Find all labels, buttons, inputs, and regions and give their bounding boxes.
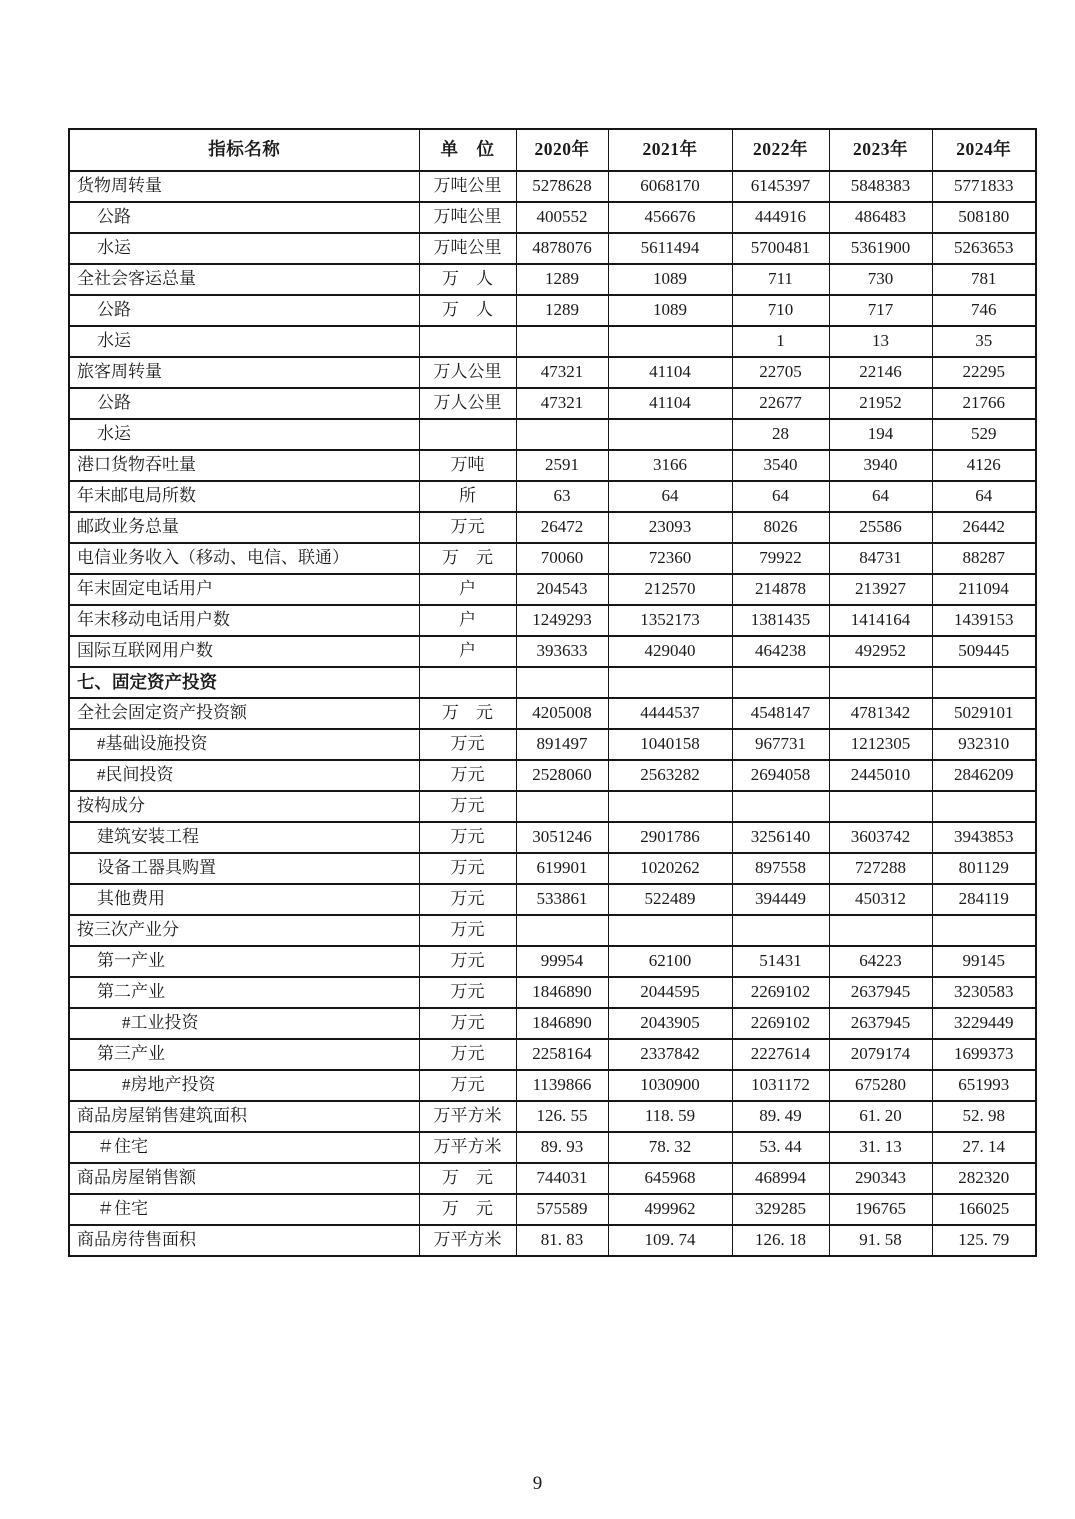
unit-cell: 万吨 — [419, 450, 516, 481]
unit-cell: 户 — [419, 574, 516, 605]
table-row — [69, 853, 1036, 884]
value-2020-cell: 5278628 — [516, 171, 608, 202]
value-2020-cell: 744031 — [516, 1163, 608, 1194]
value-2020-cell: 3051246 — [516, 822, 608, 853]
value-2024-cell: 3229449 — [932, 1008, 1036, 1039]
value-2024-cell: 3230583 — [932, 977, 1036, 1008]
value-2022-cell: 8026 — [732, 512, 829, 543]
value-2023-cell: 1212305 — [829, 729, 932, 760]
table-row — [69, 512, 1036, 543]
value-2022-cell: 1 — [732, 326, 829, 357]
unit-cell — [419, 419, 516, 450]
value-2020-cell: 63 — [516, 481, 608, 512]
value-2021-cell: 1089 — [608, 264, 732, 295]
unit-cell: 万元 — [419, 791, 516, 822]
indicator-name-cell: 按三次产业分 — [69, 915, 419, 946]
value-2022-cell: 89. 49 — [732, 1101, 829, 1132]
indicator-name-cell: 全社会客运总量 — [69, 264, 419, 295]
value-2021-cell: 456676 — [608, 202, 732, 233]
table-row — [69, 1225, 1036, 1256]
value-2020-cell: 4878076 — [516, 233, 608, 264]
unit-cell: 户 — [419, 636, 516, 667]
value-2022-cell: 711 — [732, 264, 829, 295]
indicator-name-cell: 建筑安装工程 — [69, 822, 419, 853]
value-2020-cell: 89. 93 — [516, 1132, 608, 1163]
value-2020-cell: 2528060 — [516, 760, 608, 791]
value-2021-cell: 2901786 — [608, 822, 732, 853]
table-header — [69, 129, 1036, 171]
value-2021-cell: 23093 — [608, 512, 732, 543]
value-2023-cell: 13 — [829, 326, 932, 357]
table-row — [69, 884, 1036, 915]
unit-cell: 万 人 — [419, 295, 516, 326]
value-2022-cell: 4548147 — [732, 698, 829, 729]
unit-cell: 万 元 — [419, 698, 516, 729]
indicator-name-cell: 邮政业务总量 — [69, 512, 419, 543]
unit-cell: 户 — [419, 605, 516, 636]
value-2021-cell — [608, 791, 732, 822]
value-2024-cell: 4126 — [932, 450, 1036, 481]
indicator-name-cell: 设备工器具购置 — [69, 853, 419, 884]
value-2020-cell: 70060 — [516, 543, 608, 574]
value-2020-cell: 47321 — [516, 388, 608, 419]
indicator-name-cell: #房地产投资 — [69, 1070, 419, 1101]
value-2021-cell: 64 — [608, 481, 732, 512]
value-2024-cell — [932, 791, 1036, 822]
indicator-name-cell: 水运 — [69, 419, 419, 450]
unit-cell: 万元 — [419, 729, 516, 760]
header-unit: 单 位 — [419, 129, 516, 171]
value-2022-cell: 22705 — [732, 357, 829, 388]
header-year-2021: 2021年 — [608, 129, 732, 171]
value-2022-cell: 329285 — [732, 1194, 829, 1225]
value-2024-cell: 932310 — [932, 729, 1036, 760]
value-2021-cell: 1089 — [608, 295, 732, 326]
indicator-name-cell: 货物周转量 — [69, 171, 419, 202]
value-2024-cell: 125. 79 — [932, 1225, 1036, 1256]
value-2024-cell: 35 — [932, 326, 1036, 357]
unit-cell: 万吨公里 — [419, 233, 516, 264]
indicator-name-cell: 国际互联网用户数 — [69, 636, 419, 667]
unit-cell — [419, 326, 516, 357]
value-2021-cell — [608, 419, 732, 450]
value-2021-cell: 2337842 — [608, 1039, 732, 1070]
value-2020-cell: 126. 55 — [516, 1101, 608, 1132]
value-2022-cell — [732, 791, 829, 822]
value-2021-cell: 109. 74 — [608, 1225, 732, 1256]
value-2020-cell: 400552 — [516, 202, 608, 233]
value-2021-cell: 3166 — [608, 450, 732, 481]
value-2023-cell: 2079174 — [829, 1039, 932, 1070]
value-2021-cell: 2043905 — [608, 1008, 732, 1039]
value-2021-cell: 522489 — [608, 884, 732, 915]
table-row — [69, 605, 1036, 636]
value-2021-cell: 6068170 — [608, 171, 732, 202]
indicator-name-cell: 年末移动电话用户数 — [69, 605, 419, 636]
table-row — [69, 481, 1036, 512]
value-2023-cell: 91. 58 — [829, 1225, 932, 1256]
header-row — [69, 129, 1036, 171]
table-row — [69, 1101, 1036, 1132]
value-2021-cell: 499962 — [608, 1194, 732, 1225]
value-2020-cell: 1139866 — [516, 1070, 608, 1101]
value-2023-cell — [829, 915, 932, 946]
value-2024-cell: 166025 — [932, 1194, 1036, 1225]
value-2020-cell — [516, 419, 608, 450]
value-2020-cell: 99954 — [516, 946, 608, 977]
value-2021-cell: 118. 59 — [608, 1101, 732, 1132]
value-2022-cell: 444916 — [732, 202, 829, 233]
value-2024-cell: 801129 — [932, 853, 1036, 884]
value-2022-cell: 79922 — [732, 543, 829, 574]
table-row — [69, 233, 1036, 264]
value-2022-cell: 3256140 — [732, 822, 829, 853]
value-2024-cell: 651993 — [932, 1070, 1036, 1101]
unit-cell: 万元 — [419, 946, 516, 977]
indicator-name-cell: 第二产业 — [69, 977, 419, 1008]
value-2022-cell: 126. 18 — [732, 1225, 829, 1256]
unit-cell: 万元 — [419, 760, 516, 791]
table-row — [69, 977, 1036, 1008]
value-2021-cell: 41104 — [608, 357, 732, 388]
value-2021-cell: 1030900 — [608, 1070, 732, 1101]
value-2024-cell: 5771833 — [932, 171, 1036, 202]
table-row — [69, 791, 1036, 822]
value-2021-cell — [608, 326, 732, 357]
value-2021-cell: 72360 — [608, 543, 732, 574]
table-row — [69, 357, 1036, 388]
value-2023-cell: 1414164 — [829, 605, 932, 636]
value-2021-cell: 645968 — [608, 1163, 732, 1194]
value-2022-cell: 2269102 — [732, 977, 829, 1008]
value-2022-cell: 64 — [732, 481, 829, 512]
value-2020-cell: 1846890 — [516, 977, 608, 1008]
value-2022-cell: 2269102 — [732, 1008, 829, 1039]
value-2020-cell — [516, 915, 608, 946]
value-2020-cell: 575589 — [516, 1194, 608, 1225]
value-2022-cell: 1381435 — [732, 605, 829, 636]
unit-cell: 万元 — [419, 915, 516, 946]
value-2020-cell: 47321 — [516, 357, 608, 388]
unit-cell: 万 元 — [419, 1194, 516, 1225]
value-2024-cell: 99145 — [932, 946, 1036, 977]
value-2021-cell: 41104 — [608, 388, 732, 419]
value-2024-cell: 64 — [932, 481, 1036, 512]
value-2023-cell: 22146 — [829, 357, 932, 388]
value-2020-cell: 1846890 — [516, 1008, 608, 1039]
unit-cell: 万元 — [419, 884, 516, 915]
value-2020-cell: 81. 83 — [516, 1225, 608, 1256]
value-2024-cell: 211094 — [932, 574, 1036, 605]
table-row — [69, 636, 1036, 667]
value-2020-cell: 204543 — [516, 574, 608, 605]
value-2023-cell: 3603742 — [829, 822, 932, 853]
value-2020-cell: 1289 — [516, 295, 608, 326]
value-2022-cell — [732, 667, 829, 698]
table-row — [69, 450, 1036, 481]
header-year-2022: 2022年 — [732, 129, 829, 171]
table-row — [69, 1039, 1036, 1070]
header-year-2023: 2023年 — [829, 129, 932, 171]
value-2021-cell: 2044595 — [608, 977, 732, 1008]
indicator-name-cell: ＃住宅 — [69, 1132, 419, 1163]
unit-cell: 所 — [419, 481, 516, 512]
unit-cell: 万元 — [419, 822, 516, 853]
value-2023-cell: 31. 13 — [829, 1132, 932, 1163]
value-2022-cell: 1031172 — [732, 1070, 829, 1101]
value-2022-cell: 394449 — [732, 884, 829, 915]
header-year-2024: 2024年 — [932, 129, 1036, 171]
value-2022-cell: 710 — [732, 295, 829, 326]
statistics-table — [68, 128, 1037, 1257]
indicator-name-cell: 水运 — [69, 326, 419, 357]
unit-cell: 万元 — [419, 1039, 516, 1070]
value-2022-cell: 53. 44 — [732, 1132, 829, 1163]
value-2024-cell: 282320 — [932, 1163, 1036, 1194]
value-2022-cell: 2694058 — [732, 760, 829, 791]
indicator-name-cell: 公路 — [69, 295, 419, 326]
value-2023-cell: 730 — [829, 264, 932, 295]
value-2021-cell: 4444537 — [608, 698, 732, 729]
value-2021-cell: 62100 — [608, 946, 732, 977]
value-2024-cell: 21766 — [932, 388, 1036, 419]
value-2024-cell: 1699373 — [932, 1039, 1036, 1070]
table-row — [69, 915, 1036, 946]
value-2020-cell: 1249293 — [516, 605, 608, 636]
value-2021-cell: 429040 — [608, 636, 732, 667]
value-2022-cell: 897558 — [732, 853, 829, 884]
value-2021-cell: 212570 — [608, 574, 732, 605]
header-year-2020: 2020年 — [516, 129, 608, 171]
indicator-name-cell: ＃住宅 — [69, 1194, 419, 1225]
value-2023-cell: 486483 — [829, 202, 932, 233]
value-2020-cell: 26472 — [516, 512, 608, 543]
value-2020-cell: 619901 — [516, 853, 608, 884]
table-row — [69, 1163, 1036, 1194]
table-row — [69, 171, 1036, 202]
value-2024-cell: 781 — [932, 264, 1036, 295]
value-2024-cell: 509445 — [932, 636, 1036, 667]
unit-cell: 万 人 — [419, 264, 516, 295]
value-2022-cell: 22677 — [732, 388, 829, 419]
value-2024-cell: 26442 — [932, 512, 1036, 543]
value-2023-cell — [829, 791, 932, 822]
value-2022-cell: 468994 — [732, 1163, 829, 1194]
table-row — [69, 574, 1036, 605]
indicator-name-cell: 其他费用 — [69, 884, 419, 915]
value-2024-cell: 529 — [932, 419, 1036, 450]
table-row — [69, 1132, 1036, 1163]
unit-cell: 万元 — [419, 1070, 516, 1101]
indicator-name-cell: 公路 — [69, 388, 419, 419]
value-2022-cell: 28 — [732, 419, 829, 450]
table-row — [69, 326, 1036, 357]
value-2023-cell: 290343 — [829, 1163, 932, 1194]
unit-cell: 万人公里 — [419, 388, 516, 419]
value-2021-cell: 5611494 — [608, 233, 732, 264]
value-2020-cell — [516, 326, 608, 357]
unit-cell: 万 元 — [419, 543, 516, 574]
value-2023-cell: 196765 — [829, 1194, 932, 1225]
indicator-name-cell: 商品房屋销售建筑面积 — [69, 1101, 419, 1132]
value-2022-cell: 5700481 — [732, 233, 829, 264]
value-2022-cell: 464238 — [732, 636, 829, 667]
value-2021-cell: 78. 32 — [608, 1132, 732, 1163]
value-2022-cell: 3540 — [732, 450, 829, 481]
value-2023-cell: 194 — [829, 419, 932, 450]
value-2023-cell: 25586 — [829, 512, 932, 543]
table-body — [69, 171, 1036, 1256]
value-2020-cell: 4205008 — [516, 698, 608, 729]
unit-cell — [419, 667, 516, 698]
table-row — [69, 698, 1036, 729]
unit-cell: 万元 — [419, 853, 516, 884]
table-row — [69, 729, 1036, 760]
indicator-name-cell: 七、固定资产投资 — [69, 667, 419, 698]
indicator-name-cell: 全社会固定资产投资额 — [69, 698, 419, 729]
indicator-name-cell: 年末邮电局所数 — [69, 481, 419, 512]
value-2020-cell: 533861 — [516, 884, 608, 915]
unit-cell: 万平方米 — [419, 1225, 516, 1256]
value-2022-cell: 6145397 — [732, 171, 829, 202]
value-2020-cell: 2591 — [516, 450, 608, 481]
unit-cell: 万平方米 — [419, 1132, 516, 1163]
value-2023-cell: 2637945 — [829, 977, 932, 1008]
unit-cell: 万 元 — [419, 1163, 516, 1194]
value-2023-cell: 64223 — [829, 946, 932, 977]
table-row — [69, 667, 1036, 698]
value-2020-cell — [516, 667, 608, 698]
value-2024-cell: 746 — [932, 295, 1036, 326]
statistics-table-container — [68, 128, 1035, 1257]
value-2020-cell: 891497 — [516, 729, 608, 760]
table-row — [69, 388, 1036, 419]
value-2023-cell — [829, 667, 932, 698]
value-2023-cell: 2637945 — [829, 1008, 932, 1039]
indicator-name-cell: 年末固定电话用户 — [69, 574, 419, 605]
value-2021-cell: 1352173 — [608, 605, 732, 636]
indicator-name-cell: 港口货物吞吐量 — [69, 450, 419, 481]
value-2022-cell: 214878 — [732, 574, 829, 605]
value-2023-cell: 675280 — [829, 1070, 932, 1101]
value-2023-cell: 5361900 — [829, 233, 932, 264]
value-2023-cell: 213927 — [829, 574, 932, 605]
value-2023-cell: 2445010 — [829, 760, 932, 791]
indicator-name-cell: 商品房待售面积 — [69, 1225, 419, 1256]
table-row — [69, 419, 1036, 450]
value-2024-cell — [932, 915, 1036, 946]
value-2021-cell — [608, 667, 732, 698]
table-row — [69, 1070, 1036, 1101]
value-2023-cell: 727288 — [829, 853, 932, 884]
value-2021-cell: 1020262 — [608, 853, 732, 884]
indicator-name-cell: #基础设施投资 — [69, 729, 419, 760]
value-2023-cell: 64 — [829, 481, 932, 512]
table-row — [69, 822, 1036, 853]
value-2024-cell: 1439153 — [932, 605, 1036, 636]
value-2021-cell: 1040158 — [608, 729, 732, 760]
indicator-name-cell: 公路 — [69, 202, 419, 233]
value-2024-cell — [932, 667, 1036, 698]
value-2022-cell — [732, 915, 829, 946]
unit-cell: 万人公里 — [419, 357, 516, 388]
indicator-name-cell: 第三产业 — [69, 1039, 419, 1070]
value-2024-cell: 88287 — [932, 543, 1036, 574]
unit-cell: 万吨公里 — [419, 202, 516, 233]
unit-cell: 万元 — [419, 512, 516, 543]
value-2023-cell: 717 — [829, 295, 932, 326]
indicator-name-cell: 按构成分 — [69, 791, 419, 822]
page-number: 9 — [532, 1473, 543, 1494]
value-2020-cell: 393633 — [516, 636, 608, 667]
unit-cell: 万元 — [419, 1008, 516, 1039]
table-row — [69, 264, 1036, 295]
indicator-name-cell: 旅客周转量 — [69, 357, 419, 388]
value-2023-cell: 5848383 — [829, 171, 932, 202]
indicator-name-cell: 水运 — [69, 233, 419, 264]
value-2022-cell: 2227614 — [732, 1039, 829, 1070]
indicator-name-cell: 第一产业 — [69, 946, 419, 977]
value-2023-cell: 3940 — [829, 450, 932, 481]
value-2023-cell: 4781342 — [829, 698, 932, 729]
indicator-name-cell: #工业投资 — [69, 1008, 419, 1039]
value-2021-cell: 2563282 — [608, 760, 732, 791]
value-2024-cell: 2846209 — [932, 760, 1036, 791]
value-2024-cell: 27. 14 — [932, 1132, 1036, 1163]
table-row — [69, 202, 1036, 233]
value-2023-cell: 61. 20 — [829, 1101, 932, 1132]
indicator-name-cell: 电信业务收入（移动、电信、联通） — [69, 543, 419, 574]
value-2021-cell — [608, 915, 732, 946]
indicator-name-cell: #民间投资 — [69, 760, 419, 791]
value-2023-cell: 21952 — [829, 388, 932, 419]
value-2024-cell: 5029101 — [932, 698, 1036, 729]
table-row — [69, 543, 1036, 574]
value-2024-cell: 284119 — [932, 884, 1036, 915]
value-2020-cell: 2258164 — [516, 1039, 608, 1070]
value-2023-cell: 492952 — [829, 636, 932, 667]
value-2020-cell: 1289 — [516, 264, 608, 295]
table-row — [69, 295, 1036, 326]
unit-cell: 万吨公里 — [419, 171, 516, 202]
value-2024-cell: 5263653 — [932, 233, 1036, 264]
value-2022-cell: 51431 — [732, 946, 829, 977]
table-row — [69, 760, 1036, 791]
table-row — [69, 946, 1036, 977]
value-2024-cell: 22295 — [932, 357, 1036, 388]
unit-cell: 万平方米 — [419, 1101, 516, 1132]
indicator-name-cell: 商品房屋销售额 — [69, 1163, 419, 1194]
table-row — [69, 1194, 1036, 1225]
value-2020-cell — [516, 791, 608, 822]
value-2022-cell: 967731 — [732, 729, 829, 760]
header-indicator-name: 指标名称 — [69, 129, 419, 171]
table-row — [69, 1008, 1036, 1039]
value-2023-cell: 450312 — [829, 884, 932, 915]
value-2024-cell: 52. 98 — [932, 1101, 1036, 1132]
value-2024-cell: 508180 — [932, 202, 1036, 233]
value-2024-cell: 3943853 — [932, 822, 1036, 853]
unit-cell: 万元 — [419, 977, 516, 1008]
value-2023-cell: 84731 — [829, 543, 932, 574]
